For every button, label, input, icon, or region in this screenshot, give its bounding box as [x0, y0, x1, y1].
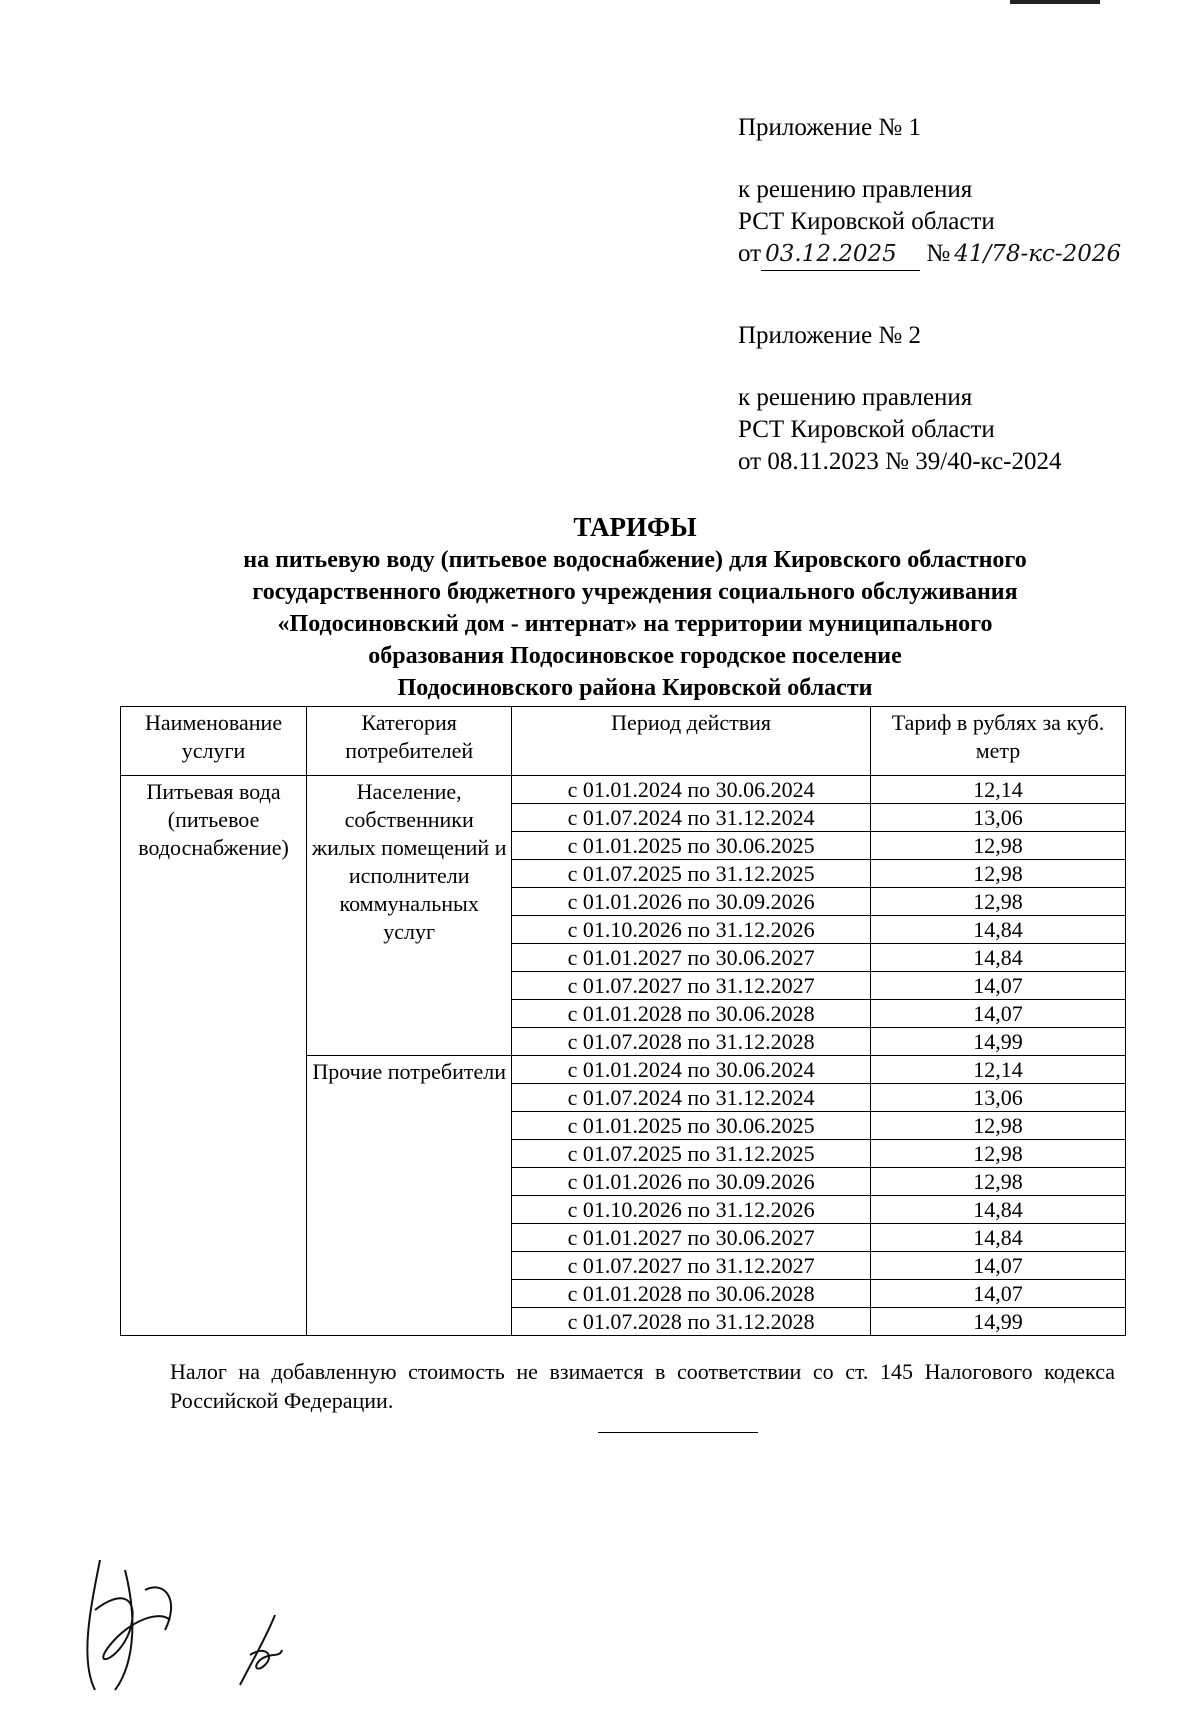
- cell-period: с 01.10.2026 по 31.12.2026: [512, 916, 871, 944]
- cell-tariff: 12,98: [870, 1168, 1125, 1196]
- cell-period: с 01.01.2025 по 30.06.2025: [512, 1112, 871, 1140]
- cell-tariff: 12,98: [870, 888, 1125, 916]
- cell-period: с 01.01.2026 по 30.09.2026: [512, 888, 871, 916]
- cell-period: с 01.01.2024 по 30.06.2024: [512, 776, 871, 804]
- cell-period: с 01.01.2028 по 30.06.2028: [512, 1000, 871, 1028]
- cell-period: с 01.07.2027 по 31.12.2027: [512, 1252, 871, 1280]
- handwritten-number: 41/78-кс-2026: [954, 241, 1122, 267]
- cell-tariff: 12,14: [870, 1056, 1125, 1084]
- cell-category: Прочие потребители: [307, 1056, 512, 1336]
- cell-period: с 01.01.2026 по 30.09.2026: [512, 1168, 871, 1196]
- appendix-1-number-sign: №: [926, 240, 951, 267]
- cell-tariff: 14,84: [870, 1224, 1125, 1252]
- heading-line-4: образования Подосиновское городское поселение: [368, 643, 902, 669]
- appendix-1-title: Приложение № 1: [738, 114, 922, 141]
- cell-tariff: 14,99: [870, 1308, 1125, 1336]
- cell-tariff: 12,98: [870, 860, 1125, 888]
- header-period: Период действия: [512, 707, 871, 776]
- initials-mark: [230, 1610, 290, 1690]
- appendix-1-from: от: [738, 240, 762, 267]
- cell-period: с 01.07.2027 по 31.12.2027: [512, 972, 871, 1000]
- cell-tariff: 14,07: [870, 1252, 1125, 1280]
- cell-tariff: 13,06: [870, 804, 1125, 832]
- cell-service: Питьевая вода (питьевое водоснабжение): [121, 776, 307, 1336]
- table-row: [121, 776, 1126, 804]
- appendix-1-ref: [738, 238, 1124, 271]
- appendix-1-block: [738, 112, 1124, 271]
- heading-line-3: «Подосиновский дом - интернат» на территории муниципального: [277, 611, 993, 637]
- vat-note: Налог на добавленную стоимость не взимается в соответствии со ст. 145 Налогового кодекса Российской Федерации.: [170, 1359, 1115, 1413]
- handwritten-date: 03.12.2025: [761, 238, 920, 271]
- appendix-1-line1: к решению правления: [738, 176, 973, 203]
- heading-line-1: на питьевую воду (питьевое водоснабжение) для Кировского областного: [243, 547, 1027, 573]
- cell-period: с 01.07.2024 по 31.12.2024: [512, 804, 871, 832]
- appendix-2-title: Приложение № 2: [738, 322, 922, 349]
- cell-tariff: 14,99: [870, 1028, 1125, 1056]
- cell-tariff: 12,14: [870, 776, 1125, 804]
- cell-period: с 01.07.2024 по 31.12.2024: [512, 1084, 871, 1112]
- cell-tariff: 13,06: [870, 1084, 1125, 1112]
- tariff-table: [120, 706, 1126, 1336]
- cell-category: Население, собственники жилых помещений и исполнители коммунальных услуг: [307, 776, 512, 1056]
- header-category: Категория потребителей: [307, 707, 512, 776]
- cell-period: с 01.01.2025 по 30.06.2025: [512, 832, 871, 860]
- signature-mark: [70, 1550, 210, 1700]
- cell-tariff: 14,07: [870, 1280, 1125, 1308]
- end-divider: [598, 1432, 758, 1433]
- cell-period: с 01.07.2025 по 31.12.2025: [512, 860, 871, 888]
- cell-period: с 01.01.2027 по 30.06.2027: [512, 1224, 871, 1252]
- appendix-2-line3: от 08.11.2023 № 39/40-кс-2024: [738, 448, 1062, 475]
- cell-period: с 01.01.2024 по 30.06.2024: [512, 1056, 871, 1084]
- cell-period: с 01.01.2028 по 30.06.2028: [512, 1280, 871, 1308]
- scan-edge-mark: [1010, 0, 1100, 4]
- cell-tariff: 12,98: [870, 832, 1125, 860]
- cell-tariff: 14,84: [870, 944, 1125, 972]
- cell-period: с 01.01.2027 по 30.06.2027: [512, 944, 871, 972]
- cell-tariff: 14,84: [870, 1196, 1125, 1224]
- heading-line-5: Подосиновского района Кировской области: [397, 675, 873, 701]
- cell-period: с 01.07.2025 по 31.12.2025: [512, 1140, 871, 1168]
- header-service: Наименование услуги: [121, 707, 307, 776]
- document-title: ТАРИФЫ: [573, 512, 697, 542]
- header-tariff: Тариф в рублях за куб. метр: [870, 707, 1125, 776]
- cell-period: с 01.07.2028 по 31.12.2028: [512, 1028, 871, 1056]
- cell-tariff: 14,07: [870, 972, 1125, 1000]
- cell-period: с 01.07.2028 по 31.12.2028: [512, 1308, 871, 1336]
- table-header-row: [121, 707, 1126, 776]
- appendix-2-block: [738, 320, 1062, 478]
- heading-line-2: государственного бюджетного учреждения социального обслуживания: [252, 579, 1018, 605]
- cell-tariff: 14,84: [870, 916, 1125, 944]
- appendix-2-line2: РСТ Кировской области: [738, 416, 995, 443]
- appendix-2-line1: к решению правления: [738, 384, 973, 411]
- cell-tariff: 12,98: [870, 1112, 1125, 1140]
- cell-tariff: 12,98: [870, 1140, 1125, 1168]
- appendix-1-line2: РСТ Кировской области: [738, 208, 995, 235]
- tariff-table-body: [121, 776, 1126, 1336]
- cell-period: с 01.10.2026 по 31.12.2026: [512, 1196, 871, 1224]
- document-heading: [120, 510, 1150, 704]
- cell-tariff: 14,07: [870, 1000, 1125, 1028]
